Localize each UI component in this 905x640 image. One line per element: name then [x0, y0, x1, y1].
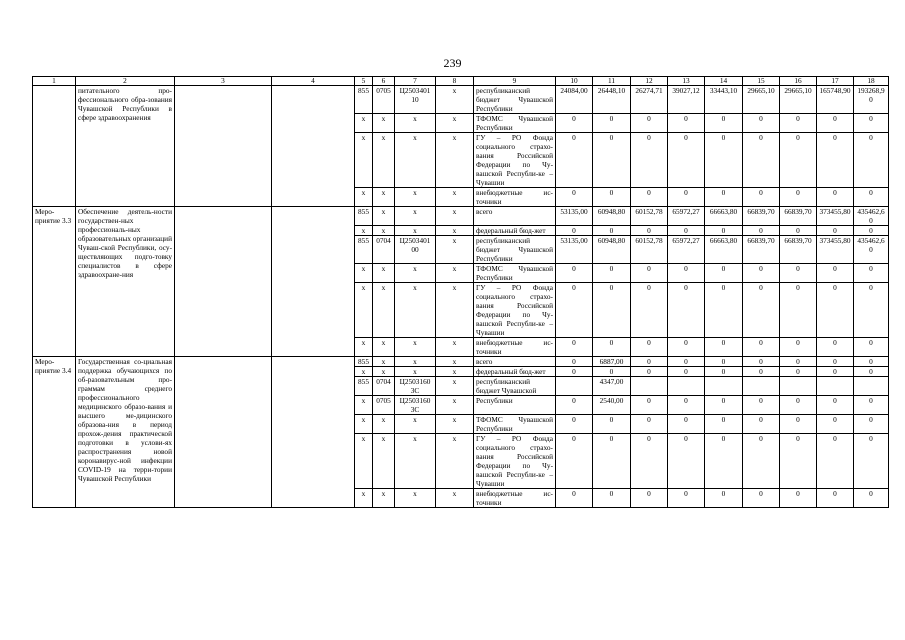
amount-cell: 0	[817, 357, 854, 367]
code-cell-c5: х	[355, 434, 373, 489]
funding-source: республиканский бюджет Чувашской Республики	[474, 236, 556, 264]
amount-cell: 0	[631, 283, 668, 338]
funding-source: ГУ – РО Фонда социального страхо-вания Российской Федерации по Чу-вашской Республи-ке – Чувашии	[474, 434, 556, 489]
code-cell-c7: х	[395, 338, 436, 357]
funding-source: ТФОМС Чувашской Республики	[474, 264, 556, 283]
column-number-15: 15	[743, 77, 780, 86]
amount-cell: 0	[705, 226, 743, 236]
amount-cell: 0	[854, 264, 889, 283]
code-cell-c8: х	[436, 357, 474, 367]
empty-cell-c3	[175, 357, 272, 508]
code-cell-c7: х	[395, 264, 436, 283]
code-cell-c8: х	[436, 236, 474, 264]
funding-source: федеральный бюд-жет	[474, 226, 556, 236]
column-number-7: 7	[395, 77, 436, 86]
code-cell-c5: х	[355, 226, 373, 236]
amount-cell: 0	[668, 357, 705, 367]
amount-cell: 0	[593, 434, 631, 489]
amount-cell: 0	[593, 114, 631, 133]
amount-cell: 26274,71	[631, 86, 668, 114]
funding-source: ТФОМС Чувашской Республики	[474, 114, 556, 133]
amount-cell: 0	[705, 283, 743, 338]
amount-cell: 0	[854, 338, 889, 357]
code-cell-c6: х	[373, 133, 395, 188]
amount-cell: 0	[556, 396, 593, 415]
column-number-6: 6	[373, 77, 395, 86]
amount-cell: 4347,00	[593, 377, 631, 396]
amount-cell: 0	[780, 226, 817, 236]
amount-cell: 373455,80	[817, 207, 854, 226]
amount-cell: 0	[817, 264, 854, 283]
amount-cell: 0	[668, 338, 705, 357]
amount-cell: 0	[593, 133, 631, 188]
funding-source: внебюджетные ис-точники	[474, 338, 556, 357]
amount-cell: 0	[631, 367, 668, 377]
amount-cell: 0	[631, 489, 668, 508]
amount-cell: 0	[780, 489, 817, 508]
amount-cell: 0	[556, 367, 593, 377]
code-cell-c5: 855	[355, 207, 373, 226]
amount-cell: 29665,10	[780, 86, 817, 114]
amount-cell: 2540,00	[593, 396, 631, 415]
empty-cell-c4	[272, 86, 355, 207]
amount-cell: 0	[743, 264, 780, 283]
amount-cell: 0	[593, 338, 631, 357]
amount-cell: 39027,12	[668, 86, 705, 114]
amount-cell: 0	[705, 264, 743, 283]
amount-cell: 0	[854, 188, 889, 207]
code-cell-c6: х	[373, 264, 395, 283]
column-number-18: 18	[854, 77, 889, 86]
column-number-row	[33, 77, 889, 86]
code-cell-c5: х	[355, 264, 373, 283]
amount-cell: 0	[780, 133, 817, 188]
code-cell-c8: х	[436, 283, 474, 338]
column-number-16: 16	[780, 77, 817, 86]
amount-cell: 0	[556, 357, 593, 367]
column-number-10: 10	[556, 77, 593, 86]
amount-cell: 0	[556, 489, 593, 508]
code-cell-c8: х	[436, 367, 474, 377]
amount-cell: 0	[780, 415, 817, 434]
code-cell-c6: х	[373, 226, 395, 236]
code-cell-c7: Ц2503160 3С	[395, 396, 436, 415]
amount-cell: 0	[593, 264, 631, 283]
code-cell-c7: х	[395, 188, 436, 207]
amount-cell: 0	[556, 434, 593, 489]
amount-cell: 0	[780, 357, 817, 367]
amount-cell: 0	[743, 133, 780, 188]
amount-cell: 0	[743, 434, 780, 489]
empty-cell-c3	[175, 207, 272, 357]
amount-cell: 0	[817, 338, 854, 357]
code-cell-c8: х	[436, 188, 474, 207]
amount-cell: 66839,70	[743, 207, 780, 226]
amount-cell: 0	[631, 338, 668, 357]
amount-cell: 66663,80	[705, 207, 743, 226]
code-cell-c6: х	[373, 338, 395, 357]
amount-cell: 0	[668, 489, 705, 508]
amount-cell: 0	[705, 357, 743, 367]
amount-cell: 0	[743, 188, 780, 207]
amount-cell	[705, 377, 743, 396]
amount-cell: 0	[780, 114, 817, 133]
amount-cell: 60152,78	[631, 207, 668, 226]
measure-number	[33, 86, 76, 207]
funding-source: внебюджетные ис-точники	[474, 188, 556, 207]
code-cell-c6: х	[373, 188, 395, 207]
amount-cell: 0	[854, 367, 889, 377]
code-cell-c7: х	[395, 226, 436, 236]
amount-cell: 0	[780, 396, 817, 415]
amount-cell	[631, 377, 668, 396]
code-cell-c7: Ц2503401 00	[395, 236, 436, 264]
funding-source: внебюджетные ис-точники	[474, 489, 556, 508]
amount-cell: 66839,70	[780, 236, 817, 264]
amount-cell	[668, 377, 705, 396]
amount-cell: 0	[593, 188, 631, 207]
amount-cell: 60152,78	[631, 236, 668, 264]
amount-cell: 53135,00	[556, 207, 593, 226]
amount-cell: 66663,80	[705, 236, 743, 264]
amount-cell: 0	[854, 434, 889, 489]
amount-cell: 0	[743, 283, 780, 338]
code-cell-c7: х	[395, 207, 436, 226]
amount-cell: 0	[780, 188, 817, 207]
amount-cell: 33443,10	[705, 86, 743, 114]
amount-cell: 435462,60	[854, 207, 889, 226]
budget-table	[32, 76, 889, 508]
code-cell-c5: 855	[355, 236, 373, 264]
amount-cell: 0	[631, 396, 668, 415]
code-cell-c6: х	[373, 489, 395, 508]
amount-cell: 0	[705, 489, 743, 508]
code-cell-c5: х	[355, 489, 373, 508]
amount-cell: 0	[705, 188, 743, 207]
code-cell-c6: 0705	[373, 86, 395, 114]
code-cell-c7: х	[395, 434, 436, 489]
code-cell-c7: х	[395, 415, 436, 434]
code-cell-c6: 0705	[373, 396, 395, 415]
code-cell-c5: 855	[355, 86, 373, 114]
amount-cell: 0	[743, 357, 780, 367]
amount-cell: 0	[817, 367, 854, 377]
code-cell-c8: х	[436, 489, 474, 508]
funding-source: ТФОМС Чувашской Республики	[474, 415, 556, 434]
amount-cell: 0	[593, 367, 631, 377]
code-cell-c8: х	[436, 377, 474, 396]
amount-cell: 0	[631, 226, 668, 236]
amount-cell: 0	[556, 264, 593, 283]
code-cell-c5: х	[355, 188, 373, 207]
amount-cell	[817, 377, 854, 396]
amount-cell: 0	[668, 264, 705, 283]
code-cell-c8: х	[436, 396, 474, 415]
funding-source: республиканский бюджет Чувашской	[474, 377, 556, 396]
measure-description: Государственная со-циальная поддержка обучающихся по об-разовательным про-граммам среднего профессионального медицинского образо-вания и высшего ме-дицинского образова-ния в период прохож-дения практической подготовки в услови-ях распространения новой коронавирус-ной инфекции COVID-19 на терри-тории Чувашской Республики	[76, 357, 175, 508]
table-row	[33, 207, 889, 226]
code-cell-c7: Ц2503160 3С	[395, 377, 436, 396]
amount-cell: 0	[854, 114, 889, 133]
table-body	[33, 77, 889, 508]
amount-cell	[780, 377, 817, 396]
amount-cell: 0	[743, 415, 780, 434]
amount-cell: 0	[817, 396, 854, 415]
code-cell-c5: х	[355, 133, 373, 188]
amount-cell: 0	[668, 396, 705, 415]
code-cell-c6: х	[373, 415, 395, 434]
amount-cell: 0	[705, 133, 743, 188]
amount-cell	[743, 377, 780, 396]
amount-cell: 60948,80	[593, 236, 631, 264]
page-number: 239	[443, 56, 462, 70]
amount-cell: 0	[854, 133, 889, 188]
empty-cell-c3	[175, 86, 272, 207]
empty-cell-c4	[272, 357, 355, 508]
amount-cell: 435462,60	[854, 236, 889, 264]
column-number-5: 5	[355, 77, 373, 86]
column-number-8: 8	[436, 77, 474, 86]
code-cell-c8: х	[436, 226, 474, 236]
amount-cell: 53135,00	[556, 236, 593, 264]
amount-cell: 0	[668, 114, 705, 133]
code-cell-c5: х	[355, 338, 373, 357]
amount-cell: 0	[780, 434, 817, 489]
column-number-3: 3	[175, 77, 272, 86]
amount-cell: 0	[631, 188, 668, 207]
code-cell-c8: х	[436, 133, 474, 188]
table-row	[33, 86, 889, 114]
amount-cell: 0	[817, 415, 854, 434]
amount-cell: 0	[705, 434, 743, 489]
amount-cell: 0	[668, 283, 705, 338]
amount-cell	[854, 377, 889, 396]
code-cell-c5: х	[355, 283, 373, 338]
amount-cell: 0	[743, 489, 780, 508]
column-number-14: 14	[705, 77, 743, 86]
amount-cell: 0	[556, 188, 593, 207]
amount-cell: 0	[668, 434, 705, 489]
amount-cell: 0	[780, 367, 817, 377]
amount-cell: 0	[593, 489, 631, 508]
amount-cell: 165748,90	[817, 86, 854, 114]
amount-cell: 0	[631, 357, 668, 367]
amount-cell: 0	[854, 396, 889, 415]
amount-cell: 0	[854, 357, 889, 367]
code-cell-c8: х	[436, 114, 474, 133]
amount-cell: 0	[780, 264, 817, 283]
amount-cell: 0	[780, 338, 817, 357]
amount-cell: 0	[668, 133, 705, 188]
code-cell-c8: х	[436, 86, 474, 114]
measure-description: питательного про-фессионального обра-зования Чувашской Республики в сфере здравоохранения	[76, 86, 175, 207]
code-cell-c5: х	[355, 114, 373, 133]
amount-cell: 0	[556, 226, 593, 236]
measure-number: Меро-приятие 3.3	[33, 207, 76, 357]
amount-cell: 0	[705, 114, 743, 133]
amount-cell: 29665,10	[743, 86, 780, 114]
amount-cell: 0	[854, 226, 889, 236]
amount-cell: 0	[705, 338, 743, 357]
amount-cell: 0	[631, 415, 668, 434]
measure-description: Обеспечение деятель-ности государствен-ных профессиональ-ных образовательных организаций Чуваш-ской Республики, осу-ществляющих подго-товку специалистов в сфере здравоохране-ния	[76, 207, 175, 357]
code-cell-c7: х	[395, 283, 436, 338]
amount-cell: 0	[668, 226, 705, 236]
code-cell-c7: х	[395, 357, 436, 367]
funding-source: ГУ – РО Фонда социального страхо-вания Российской Федерации по Чу-вашской Республи-ке – Чувашии	[474, 283, 556, 338]
amount-cell: 0	[817, 114, 854, 133]
code-cell-c6: х	[373, 114, 395, 133]
table-row	[33, 357, 889, 367]
code-cell-c7: Ц2503401 10	[395, 86, 436, 114]
measure-number: Меро-приятие 3.4	[33, 357, 76, 508]
code-cell-c7: х	[395, 367, 436, 377]
funding-source: федеральный бюд-жет	[474, 367, 556, 377]
code-cell-c8: х	[436, 338, 474, 357]
code-cell-c6: х	[373, 207, 395, 226]
amount-cell: 0	[780, 283, 817, 338]
code-cell-c6: 0704	[373, 236, 395, 264]
amount-cell	[556, 377, 593, 396]
amount-cell: 26448,10	[593, 86, 631, 114]
amount-cell: 0	[817, 283, 854, 338]
code-cell-c7: х	[395, 489, 436, 508]
funding-source: всего	[474, 357, 556, 367]
amount-cell: 0	[743, 396, 780, 415]
amount-cell: 0	[705, 415, 743, 434]
code-cell-c6: х	[373, 283, 395, 338]
code-cell-c7: х	[395, 133, 436, 188]
funding-source: Республики	[474, 396, 556, 415]
code-cell-c6: х	[373, 367, 395, 377]
empty-cell-c4	[272, 207, 355, 357]
amount-cell: 0	[593, 226, 631, 236]
funding-source: республиканский бюджет Чувашской Республики	[474, 86, 556, 114]
amount-cell: 24084,00	[556, 86, 593, 114]
amount-cell: 0	[556, 114, 593, 133]
amount-cell: 0	[854, 415, 889, 434]
column-number-4: 4	[272, 77, 355, 86]
code-cell-c8: х	[436, 264, 474, 283]
amount-cell: 65972,27	[668, 207, 705, 226]
amount-cell: 0	[817, 434, 854, 489]
amount-cell: 0	[817, 188, 854, 207]
funding-source: ГУ – РО Фонда социального страхо-вания Российской Федерации по Чу-вашской Республи-ке – Чувашии	[474, 133, 556, 188]
code-cell-c8: х	[436, 415, 474, 434]
amount-cell: 193268,90	[854, 86, 889, 114]
code-cell-c6: 0704	[373, 377, 395, 396]
amount-cell: 60948,80	[593, 207, 631, 226]
amount-cell: 65972,27	[668, 236, 705, 264]
amount-cell: 0	[854, 283, 889, 338]
code-cell-c5: 855	[355, 357, 373, 367]
amount-cell: 373455,80	[817, 236, 854, 264]
column-number-2: 2	[76, 77, 175, 86]
column-number-13: 13	[668, 77, 705, 86]
amount-cell: 0	[593, 283, 631, 338]
funding-source: всего	[474, 207, 556, 226]
amount-cell: 0	[631, 434, 668, 489]
column-number-12: 12	[631, 77, 668, 86]
amount-cell: 0	[556, 133, 593, 188]
code-cell-c8: х	[436, 207, 474, 226]
code-cell-c7: х	[395, 114, 436, 133]
code-cell-c6: х	[373, 357, 395, 367]
amount-cell: 0	[817, 489, 854, 508]
amount-cell: 0	[743, 338, 780, 357]
amount-cell: 0	[854, 489, 889, 508]
code-cell-c5: х	[355, 367, 373, 377]
amount-cell: 0	[593, 415, 631, 434]
amount-cell: 0	[631, 264, 668, 283]
amount-cell: 0	[743, 226, 780, 236]
code-cell-c5: х	[355, 415, 373, 434]
amount-cell: 0	[668, 367, 705, 377]
column-number-17: 17	[817, 77, 854, 86]
amount-cell: 0	[631, 114, 668, 133]
amount-cell: 6887,00	[593, 357, 631, 367]
amount-cell: 0	[817, 133, 854, 188]
code-cell-c6: х	[373, 434, 395, 489]
amount-cell: 66839,70	[780, 207, 817, 226]
column-number-11: 11	[593, 77, 631, 86]
code-cell-c5: 855	[355, 377, 373, 396]
amount-cell: 0	[668, 188, 705, 207]
code-cell-c5: х	[355, 396, 373, 415]
amount-cell: 0	[817, 226, 854, 236]
amount-cell: 0	[556, 415, 593, 434]
amount-cell: 0	[556, 283, 593, 338]
amount-cell: 0	[705, 396, 743, 415]
amount-cell: 0	[631, 133, 668, 188]
column-number-9: 9	[474, 77, 556, 86]
code-cell-c8: х	[436, 434, 474, 489]
amount-cell: 0	[556, 338, 593, 357]
amount-cell: 0	[743, 114, 780, 133]
amount-cell: 0	[705, 367, 743, 377]
amount-cell: 0	[668, 415, 705, 434]
column-number-1: 1	[33, 77, 76, 86]
amount-cell: 0	[743, 367, 780, 377]
amount-cell: 66839,70	[743, 236, 780, 264]
